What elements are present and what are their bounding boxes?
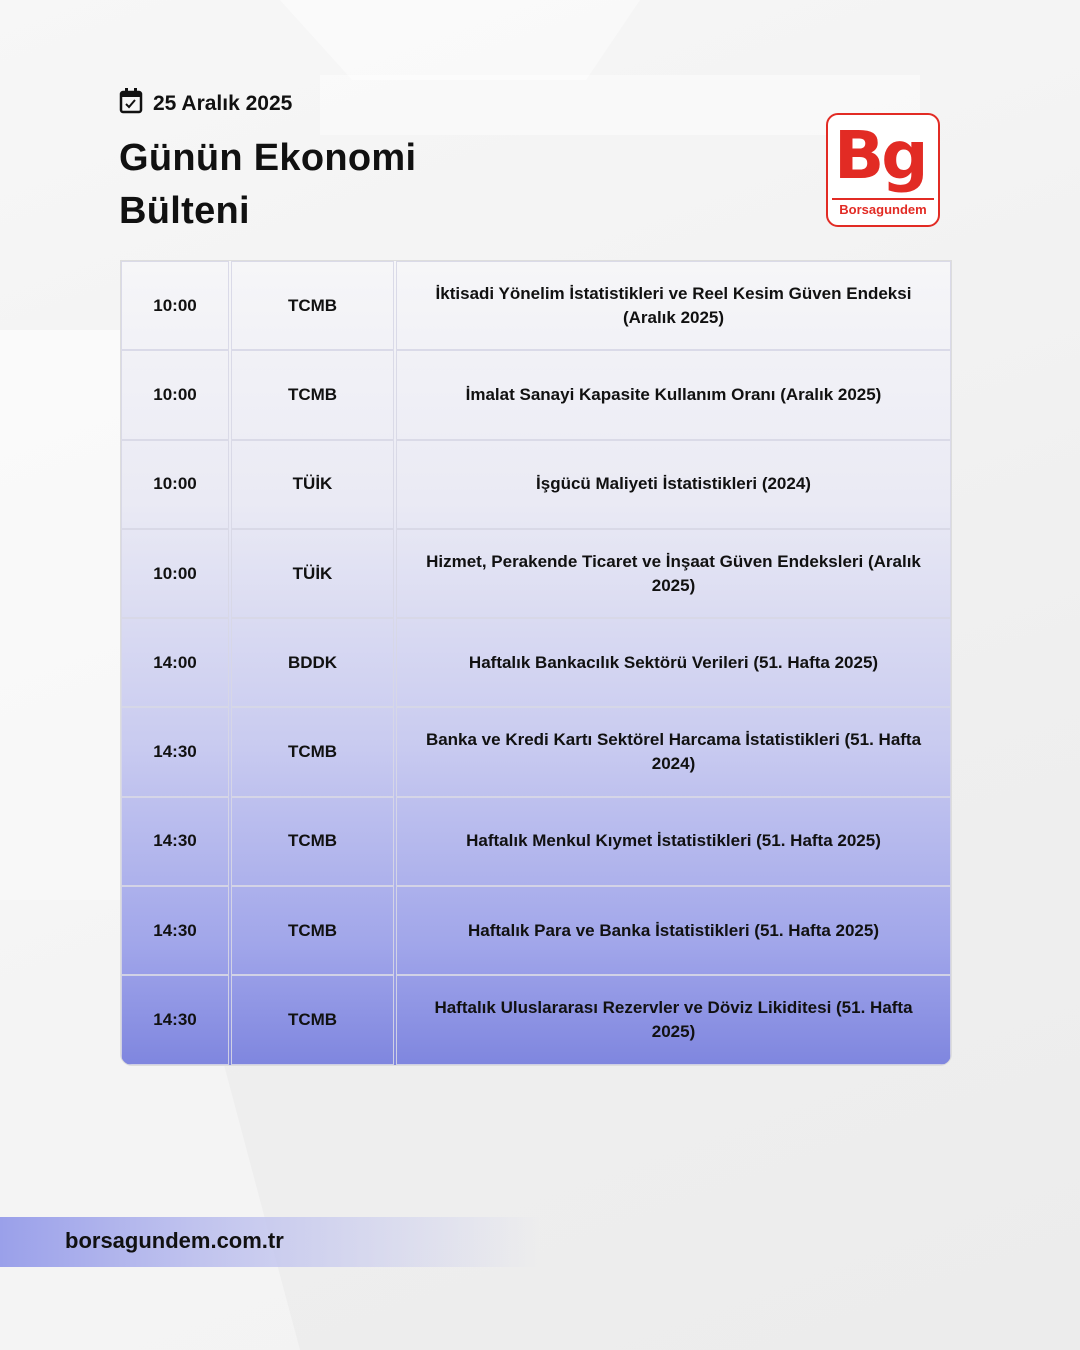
event-source: TCMB <box>231 975 394 1064</box>
event-source: TÜİK <box>231 529 394 618</box>
event-title: Banka ve Kredi Kartı Sektörel Harcama İstatistikleri (51. Hafta 2024) <box>396 707 951 796</box>
date-text: 25 Aralık 2025 <box>153 92 293 115</box>
event-time: 14:30 <box>121 707 229 796</box>
event-title: İmalat Sanayi Kapasite Kullanım Oranı (Aralık 2025) <box>396 350 951 439</box>
event-time: 10:00 <box>121 440 229 529</box>
event-source: TÜİK <box>231 440 394 529</box>
event-source: TCMB <box>231 886 394 975</box>
event-time: 10:00 <box>121 261 229 350</box>
table-row <box>121 886 951 975</box>
title-line: Günün Ekonomi <box>119 137 417 179</box>
event-time: 14:30 <box>121 886 229 975</box>
logo-mark: Bg <box>834 117 926 194</box>
website-link[interactable]: borsagundem.com.tr <box>65 1228 284 1253</box>
event-title: Haftalık Uluslararası Rezervler ve Döviz Likiditesi (51. Hafta 2025) <box>396 975 951 1064</box>
table-row <box>121 975 951 1064</box>
event-time: 14:30 <box>121 975 229 1064</box>
calendar-check-icon <box>119 88 143 120</box>
event-title: Hizmet, Perakende Ticaret ve İnşaat Güven Endeksleri (Aralık 2025) <box>396 529 951 618</box>
event-title: Haftalık Menkul Kıymet İstatistikleri (51. Hafta 2025) <box>396 797 951 886</box>
borsagundem-logo <box>826 113 940 227</box>
event-title: Haftalık Para ve Banka İstatistikleri (51. Hafta 2025) <box>396 886 951 975</box>
bulletin-date <box>119 88 292 120</box>
event-time: 14:00 <box>121 618 229 707</box>
logo-name: Borsagundem <box>832 198 934 217</box>
event-time: 10:00 <box>121 529 229 618</box>
event-source: TCMB <box>231 261 394 350</box>
events-table <box>120 260 952 1066</box>
event-source: TCMB <box>231 797 394 886</box>
table-row <box>121 529 951 618</box>
event-source: BDDK <box>231 618 394 707</box>
table-row <box>121 707 951 796</box>
table-row <box>121 440 951 529</box>
page-title <box>119 132 416 238</box>
event-title: İktisadi Yönelim İstatistikleri ve Reel Kesim Güven Endeksi (Aralık 2025) <box>396 261 951 350</box>
background-shape <box>0 330 130 900</box>
table-row <box>121 350 951 439</box>
event-time: 14:30 <box>121 797 229 886</box>
event-time: 10:00 <box>121 350 229 439</box>
event-source: TCMB <box>231 707 394 796</box>
table-row <box>121 797 951 886</box>
background-shape <box>280 0 640 80</box>
event-source: TCMB <box>231 350 394 439</box>
table-row <box>121 261 951 350</box>
footer-bar <box>0 1217 540 1267</box>
event-title: İşgücü Maliyeti İstatistikleri (2024) <box>396 440 951 529</box>
title-line: Bülteni <box>119 190 250 232</box>
table-row <box>121 618 951 707</box>
event-title: Haftalık Bankacılık Sektörü Verileri (51. Hafta 2025) <box>396 618 951 707</box>
